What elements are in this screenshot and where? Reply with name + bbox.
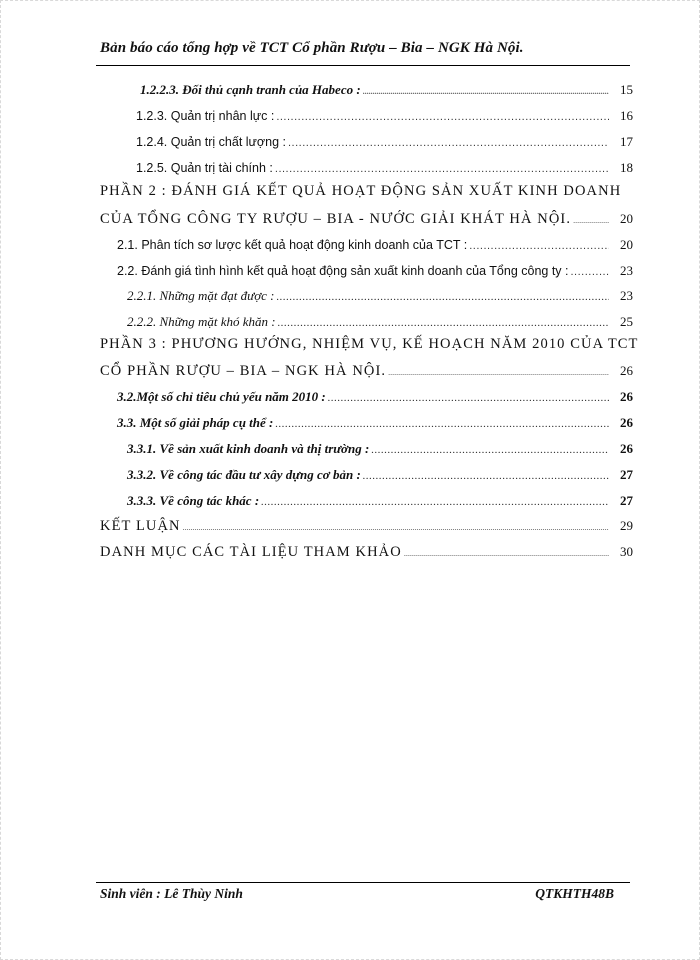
toc-entry-references[interactable] <box>100 543 633 563</box>
toc-entry-text: 1.2.2.3. Đối thủ cạnh tranh của Habeco : <box>140 82 361 97</box>
toc-entry-text: 1.2.5. Quản trị tài chính : <box>136 161 273 175</box>
toc-page-number: 20 <box>620 211 633 226</box>
toc-entry-text: 2.2.2. Những mặt khó khăn : <box>127 314 276 329</box>
toc-entry-3-3-3[interactable] <box>127 492 633 511</box>
toc-page-number: 26 <box>620 441 633 456</box>
toc-entry-1-2-2-3[interactable] <box>140 81 633 101</box>
toc-leader-dots <box>469 237 609 255</box>
toc-entry-text: 1.2.3. Quản trị nhân lực : <box>136 109 275 123</box>
toc-entry-2-2[interactable] <box>117 262 633 281</box>
toc-leader-dots <box>573 212 609 230</box>
toc-entry-text: 3.3.2. Về công tác đầu tư xây dựng cơ bản : <box>127 467 361 482</box>
toc-page-number: 20 <box>620 237 633 252</box>
toc-leader-dots <box>328 389 609 407</box>
header-rule <box>96 65 630 66</box>
toc-entry-1-2-4[interactable] <box>136 133 633 152</box>
toc-entry-3-3-2[interactable] <box>127 466 633 485</box>
toc-page-number: 23 <box>620 263 633 278</box>
toc-page-number: 23 <box>620 288 633 303</box>
toc-leader-dots <box>363 467 609 485</box>
toc-entry-part-3[interactable] <box>100 362 633 382</box>
toc-page-number: 18 <box>620 160 633 175</box>
toc-entry-1-2-3[interactable] <box>136 107 633 126</box>
toc-entry-text: 3.3. Một số giải pháp cụ thể : <box>117 415 274 430</box>
toc-leader-dots <box>278 314 609 332</box>
toc-entry-2-2-1[interactable] <box>127 287 633 306</box>
toc-entry-3-2[interactable] <box>117 388 633 407</box>
toc-leader-dots <box>183 519 609 537</box>
toc-entry-1-2-5[interactable] <box>136 159 633 178</box>
toc-leader-dots <box>371 441 609 459</box>
toc-entry-text: 2.1. Phân tích sơ lược kết quả hoạt động kinh doanh của TCT : <box>117 238 468 252</box>
toc-page-number: 26 <box>620 363 633 378</box>
toc-entry-text: 3.3.3. Về công tác khác : <box>127 493 260 508</box>
toc-entry-3-3[interactable] <box>117 414 633 433</box>
toc-page-number: 26 <box>620 389 633 404</box>
toc-entry-text: 3.2.Một số chỉ tiêu chủ yếu năm 2010 : <box>117 389 326 404</box>
toc-part3-line1[interactable]: PHẦN 3 : PHƯƠNG HƯỚNG, NHIỆM VỤ, KẾ HOẠCH NĂM 2010 CỦA TCT <box>100 336 639 352</box>
toc-entry-2-1[interactable] <box>117 236 633 255</box>
toc-entry-text: CỦA TỔNG CÔNG TY RƯỢU – BIA - NƯỚC GIẢI KHÁT HÀ NỘI. <box>100 211 572 227</box>
toc-entry-part-2[interactable] <box>100 210 633 230</box>
toc-leader-dots <box>388 364 609 382</box>
toc-entry-text: 3.3.1. Về sản xuất kinh doanh và thị trường : <box>127 441 370 456</box>
toc-leader-dots <box>363 83 609 101</box>
footer-student-name: Sinh viên : Lê Thùy Ninh <box>100 886 243 901</box>
toc-leader-dots <box>277 288 609 306</box>
toc-page-number: 30 <box>620 544 633 559</box>
toc-page-number: 25 <box>620 314 633 329</box>
toc-page-number: 16 <box>620 108 633 123</box>
toc-leader-dots <box>275 160 609 178</box>
toc-leader-dots <box>288 134 609 152</box>
toc-entry-conclusion[interactable] <box>100 517 633 537</box>
toc-entry-text: 2.2. Đánh giá tình hình kết quả hoạt động sản xuất kinh doanh của Tổng công ty : <box>117 264 569 278</box>
toc-page-number: 27 <box>620 467 633 482</box>
toc-part2-line1[interactable]: PHẦN 2 : ĐÁNH GIÁ KẾT QUẢ HOẠT ĐỘNG SẢN XUẤT KINH DOANH <box>100 183 622 199</box>
toc-leader-dots <box>571 263 610 281</box>
toc-page-number: 26 <box>620 415 633 430</box>
toc-entry-3-3-1[interactable] <box>127 440 633 459</box>
document-header: Bản báo cáo tổng hợp về TCT Cổ phần Rượu – Bia – NGK Hà Nội. <box>100 40 524 56</box>
toc-entry-text: 1.2.4. Quản trị chất lượng : <box>136 135 286 149</box>
toc-entry-2-2-2[interactable] <box>127 313 633 332</box>
footer-rule <box>96 882 630 883</box>
toc-entry-text: KẾT LUẬN <box>100 518 181 534</box>
toc-entry-text: 2.2.1. Những mặt đạt được : <box>127 288 275 303</box>
toc-leader-dots <box>275 415 609 433</box>
toc-page-number: 29 <box>620 518 633 533</box>
toc-page-number: 27 <box>620 493 633 508</box>
toc-leader-dots <box>276 108 609 126</box>
toc-leader-dots <box>261 493 609 511</box>
toc-leader-dots <box>404 545 609 563</box>
toc-entry-text: CỔ PHẦN RƯỢU – BIA – NGK HÀ NỘI. <box>100 363 387 379</box>
footer-class-code: QTKHTH48B <box>535 886 614 901</box>
toc-page-number: 15 <box>620 82 633 97</box>
toc-entry-text: DANH MỤC CÁC TÀI LIỆU THAM KHẢO <box>100 544 402 560</box>
toc-page-number: 17 <box>620 134 633 149</box>
